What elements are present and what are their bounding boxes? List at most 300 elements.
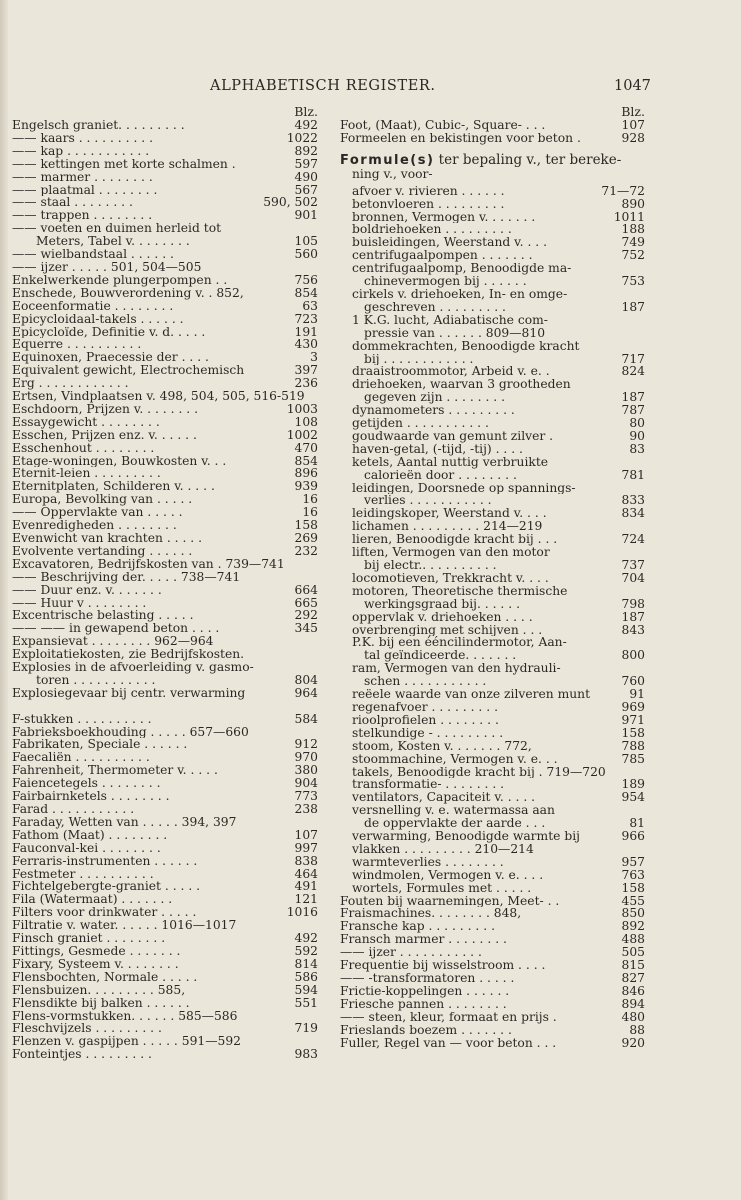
index-entry-page: 983 [294,1047,318,1062]
index-entry [12,855,318,868]
index-entry-page: 966 [621,829,645,844]
index-entry [340,636,645,649]
index-entry-page: 16 [302,492,318,507]
index-entry [12,158,318,171]
index-entry-page: 584 [294,711,318,726]
index-entry-term: Explosies in de afvoerleiding v. gasmo- [12,661,254,674]
index-entry-page: 455 [621,893,645,908]
index-entry-term: warmteverlies . . . . . . . . [352,855,504,869]
index-entry-term: Evenredigheden . . . . . . . . [12,519,177,532]
index-entry-page: 970 [294,750,318,765]
index-entry-term: Engelsch graniet. . . . . . . . . [12,119,185,132]
index-entry-page: 16 [302,505,318,520]
index-entry-term: de oppervlakte der aarde . . . [364,817,546,831]
index-entry [12,416,318,429]
index-entry-term: Fittings, Gesmede . . . . . . . [12,944,181,958]
index-entry-page: 1003 [286,401,318,416]
index-entry-term: Flens-vormstukken. . . . . . 585—586 [12,1009,238,1023]
index-entry [12,261,318,274]
index-entry [12,1048,318,1061]
index-entry [12,480,318,493]
index-entry-page: 491 [294,879,318,894]
index-entry [12,558,318,571]
index-entry-page: 843 [621,622,645,637]
index-entry-term: P.K. bij een ééncilindermotor, Aan- [352,636,567,650]
index-entry-term: overbrenging met schijven . . . [352,623,543,637]
index-entry [12,532,318,545]
index-entry-term: Fraismachines. . . . . . . . 848, [340,907,522,921]
index-entry [340,882,645,895]
index-entry-page: 71—72 [601,183,645,198]
index-entry-term: —— trappen . . . . . . . . [12,209,153,223]
index-entry-term: Fila (Watermaat) . . . . . . . [12,893,173,907]
formule-heading-rest: ter bepaling v., ter bereke- [434,151,622,168]
index-entry [12,506,318,519]
index-entry [340,675,645,688]
index-entry-term: transformatie- . . . . . . . . [352,778,505,792]
index-entry [340,701,645,714]
index-entry-page: 850 [621,906,645,921]
index-entry-term: Excavatoren, Bedrijfskosten van . 739—741 [12,557,285,571]
index-entry [340,817,645,830]
index-entry-term: Eternit-leien . . . . . . . . . [12,467,161,481]
index-entry-page: 804 [294,672,318,687]
index-entry-term: locomotieven, Trekkracht v. . . . [352,571,549,585]
index-entry [340,778,645,791]
index-entry-page: 560 [294,247,318,262]
index-entry-term: Festmeter . . . . . . . . . . [12,867,154,881]
index-entry-page: 854 [294,285,318,300]
index-entry-page: 717 [621,351,645,366]
index-entry-term: afvoer v. rivieren . . . . . . [352,184,505,198]
index-entry-page: 158 [621,725,645,740]
index-entry-page: 397 [294,363,318,378]
index-entry-term: Expansievat . . . . . . . . 962—964 [12,635,214,649]
index-entry-page: 964 [294,685,318,700]
index-entry-page: 912 [294,737,318,752]
index-entry [12,738,318,751]
index-entry-page: 107 [294,827,318,842]
index-entry-page: 788 [621,738,645,753]
index-entry-term: wortels, Formules met . . . . . [352,881,532,895]
index-entry-term: versnelling v. e. watermassa aan [352,804,555,818]
index-entry-term: Frictie-koppelingen . . . . . . [340,984,510,998]
page-number: 1047 [614,78,651,94]
index-entry-term: —— —— in gewapend beton . . . . [12,622,220,636]
index-entry-term: toren . . . . . . . . . . . [36,673,156,687]
index-entry-page: 189 [621,777,645,792]
index-entry-term: Filtratie v. water. . . . . . 1016—1017 [12,919,237,933]
index-entry-term: Farad . . . . . . . . . . . [12,803,135,816]
index-entry-term: oppervlak v. driehoeken . . . . [352,610,533,624]
index-entry-page: 760 [621,674,645,689]
index-entry [12,880,318,893]
index-entry-page: 1016 [286,905,318,920]
index-entry-term: motoren, Theoretische thermische [352,584,568,598]
index-entry [340,843,645,856]
formule-section-heading [340,153,645,168]
index-entry [12,429,318,442]
index-entry [340,688,645,701]
index-entry-page: 91 [629,687,645,702]
index-entry-term: Meters, Tabel v. . . . . . . . [36,235,190,249]
index-entry-term: —— wielbandstaal . . . . . . [12,248,174,261]
index-entry-term: Europa, Bevolking van . . . . . [12,493,193,507]
index-entry [340,288,645,301]
index-entry-term: Flenzen v. gaspijpen . . . . . 591—592 [12,1035,241,1049]
index-entry [340,662,645,675]
index-entry-term: driehoeken, waarvan 3 grootheden [352,378,571,392]
index-entry [340,546,645,559]
index-entry-page: 81 [629,816,645,831]
index-entry-page: 753 [621,274,645,289]
index-entry-term: Fonteintjes . . . . . . . . . [12,1048,152,1062]
index-entry-page: 590, 502 [263,195,318,210]
index-entry-page: 892 [294,143,318,158]
index-entry-page: 592 [294,943,318,958]
index-entry-page: 88 [629,1022,645,1037]
index-entry-term: —— Huur v . . . . . . . . [12,596,147,610]
index-entry-page: 3 [310,350,318,365]
index-entry-page: 971 [621,712,645,727]
index-entry-term: —— steen, kleur, formaat en prijs . [340,1010,557,1024]
index-entry [340,185,645,198]
index-entry-page: 90 [629,428,645,443]
index-entry-term: 1 K.G. lucht, Adiabatische com- [352,313,548,327]
index-entry [340,933,645,946]
index-entry-page: 969 [621,699,645,714]
index-entry [340,314,645,327]
index-entry-term: cirkels v. driehoeken, In- en omge- [352,287,568,301]
index-entry-term: Fathom (Maat) . . . . . . . . [12,828,168,842]
index-entry-term: Flensbochten, Normale . . . . . [12,970,198,984]
index-entry-page: 187 [621,390,645,405]
index-entry-term: Enschede, Bouwverordening v. . 852, [12,286,244,300]
index-entry-page: 187 [621,609,645,624]
index-entry-page: 430 [294,337,318,352]
index-entry-page: 824 [621,364,645,379]
index-entry-term: —— kaars . . . . . . . . . . [12,131,153,145]
index-entry-page: 80 [629,416,645,431]
index-entry-page: 781 [621,467,645,482]
index-entry-term: Foot, (Maat), Cubic-, Square- . . . [340,119,546,132]
index-entry [12,1035,318,1048]
index-entry-term: bronnen, Vermogen v. . . . . . . [352,210,536,224]
index-entry-term: ram, Vermogen van den hydrauli- [352,662,561,676]
index-entry [340,365,645,378]
index-entry-page: 894 [621,996,645,1011]
index-entry [340,223,645,236]
index-entry [12,661,318,674]
index-entry-term: draaistroommotor, Arbeid v. e. . [352,365,550,379]
index-entry [340,327,645,340]
index-entry [12,171,318,184]
index-entry [340,907,645,920]
index-entry-page: 505 [621,945,645,960]
index-entry-page: 749 [621,235,645,250]
index-entry-page: 665 [294,595,318,610]
index-entry-page: 939 [294,479,318,494]
index-entry-term: —— ijzer . . . . . 501, 504—505 [12,260,202,274]
index-entry [340,353,645,366]
right-entry-list [340,185,645,1050]
index-entry [12,816,318,829]
index-entry-page: 785 [621,751,645,766]
index-entry [340,895,645,908]
index-entry-page: 954 [621,790,645,805]
index-entry [340,1037,645,1050]
index-entry [340,417,645,430]
formule-heading-bold: Formule(s) [340,152,435,168]
index-entry-term: dynamometers . . . . . . . . . [352,404,515,418]
index-entry-term: Fransche kap . . . . . . . . . [340,920,495,934]
index-entry-term: Flensbuizen. . . . . . . . . 585, [12,983,186,997]
index-entry-term: stoom, Kosten v. . . . . . . 772, [352,739,532,753]
index-entry [12,984,318,997]
index-entry-term: Equinoxen, Praecessie der . . . . [12,351,209,365]
index-entry [12,326,318,339]
index-entry [12,829,318,842]
page-header [0,78,741,98]
index-entry-term: leidingskoper, Weerstand v. . . . [352,507,547,521]
index-entry-page: 464 [294,866,318,881]
index-entry-page: 187 [621,299,645,314]
index-entry-page: 814 [294,956,318,971]
index-entry [12,377,318,390]
index-entry-term: werkingsgraad bij. . . . . . [364,597,520,611]
index-entry [12,687,318,700]
index-entry-term: —— ijzer . . . . . . . . . . . [340,946,482,960]
index-entry [12,919,318,932]
index-entry-term: Equerre . . . . . . . . . . [12,338,142,352]
index-entry [340,959,645,972]
index-entry-term: buisleidingen, Weerstand v. . . . [352,236,547,250]
index-entry-term: Frequentie bij wisselstroom . . . . [340,959,546,972]
index-entry [340,507,645,520]
index-entry [12,1022,318,1035]
index-entry-term: haven-getal, (-tijd, -tij) . . . . [352,442,523,456]
index-entry-term: Explosiegevaar bij centr. verwarming [12,686,246,700]
index-entry-page: 834 [621,506,645,521]
index-entry-page: 597 [294,156,318,171]
index-entry-term: Finsch graniet . . . . . . . . [12,932,166,945]
index-entry [12,351,318,364]
index-entry-page: 238 [294,802,318,817]
index-entry-term: calorieën door . . . . . . . . [364,468,517,482]
index-entry [12,442,318,455]
index-entry [340,456,645,469]
index-entry-term: Friesche pannen . . . . . . . . [340,997,507,1011]
index-entry-page: 724 [621,532,645,547]
index-entry-term: Fransch marmer . . . . . . . . [340,933,507,947]
index-entry [340,119,645,132]
index-entry-term: —— voeten en duimen herleid tot [12,222,222,236]
index-entry [340,469,645,482]
index-entry-term: —— kap . . . . . . . . . . . [12,144,150,158]
index-entry [12,893,318,906]
index-entry [340,740,645,753]
index-entry-page: 470 [294,440,318,455]
index-entry-term: Esschen, Prijzen enz. v. . . . . . [12,428,197,442]
index-entry [12,584,318,597]
index-entry-page: 773 [294,789,318,804]
index-entry-page: 1002 [286,427,318,442]
index-entry-term: ketels, Aantal nuttig verbruikte [352,455,549,469]
formule-heading-continuation: ning v., voor- [352,166,433,181]
index-entry [12,609,318,622]
index-entry [340,494,645,507]
index-entry-page: 892 [621,919,645,934]
index-entry-page: 191 [294,324,318,339]
index-entry-term: dommekrachten, Benoodigde kracht [352,339,580,353]
index-entry [340,649,645,662]
index-entry-page: 83 [629,441,645,456]
index-entry [12,790,318,803]
index-entry-page: 490 [294,169,318,184]
blz-column-label: Blz. [294,104,318,119]
index-entry-page: 63 [302,298,318,313]
index-entry-term: centrifugaalpomp, Benoodigde ma- [352,262,572,276]
index-entry [12,493,318,506]
page-binding-edge [0,0,8,1200]
index-entry-page: 737 [621,558,645,572]
index-entry-term: Fabrikaten, Speciale . . . . . . [12,738,188,752]
index-entry-term: Frieslands boezem . . . . . . . [340,1023,512,1037]
index-entry [340,946,645,959]
index-entry [340,301,645,314]
index-entry-term: Epicycloïde, Definitie v. d. . . . . [12,325,206,339]
index-entry-page: 928 [621,130,645,145]
index-entry [340,766,645,779]
index-entry-term: bij . . . . . . . . . . . . [364,352,474,366]
index-entry-term: —— Duur enz. v. . . . . . . [12,583,162,597]
index-entry-term: liften, Vermogen van den motor [352,546,550,559]
index-entry [12,390,318,403]
index-entry-page: 763 [621,867,645,882]
index-entry-term: Flensdikte bij balken . . . . . . [12,996,190,1010]
index-entry [12,803,318,816]
index-entry [12,622,318,635]
index-entry [12,700,318,713]
index-entry [340,262,645,275]
index-entry-term: stelkundige - . . . . . . . . . [352,726,504,740]
index-entry [12,145,318,158]
index-entry [340,391,645,404]
index-entry [340,236,645,249]
index-entry [340,972,645,985]
index-entry [12,248,318,261]
index-entry-page: 269 [294,531,318,545]
index-entry [12,313,318,326]
index-entry [340,920,645,933]
index-entry-term: schen . . . . . . . . . . . [364,675,487,689]
index-entry-term: geschreven . . . . . . . . . [364,300,506,314]
index-entry-term: pressie van . . . . . . 809—810 [364,326,546,340]
index-entry-term: Ertsen, Vindplaatsen v. 498, 504, 505, 516-519 [12,390,305,403]
index-entry [12,906,318,919]
index-entry [12,751,318,764]
index-entry-term: leidingen, Doorsnede op spannings- [352,481,576,495]
index-entry [12,545,318,558]
index-entry-page: 158 [294,518,318,533]
index-entry [12,519,318,532]
index-entry-term: F-stukken . . . . . . . . . . [12,712,152,726]
index-entry-page: 1011 [613,209,645,224]
index-entry [12,971,318,984]
index-entry-page: 594 [294,982,318,997]
index-entry [12,455,318,468]
index-entry [12,648,318,661]
index-entry-page: 815 [621,958,645,973]
index-entry-page: 492 [294,118,318,132]
index-entry [340,572,645,585]
index-entry [340,275,645,288]
index-entry [340,624,645,637]
index-entry-page: 107 [621,118,645,132]
index-entry-page: 108 [294,414,318,429]
index-entry-term: rioolprofielen . . . . . . . . [352,713,499,727]
index-entry [340,520,645,533]
index-entry [12,842,318,855]
index-entry [12,597,318,610]
index-entry-term: Exploitatiekosten, zie Bedrijfskosten. [12,648,245,662]
index-entry [12,1010,318,1023]
index-entry [12,132,318,145]
index-entry [12,635,318,648]
index-entry [12,338,318,351]
index-entry-page: 158 [621,880,645,895]
index-entry [12,364,318,377]
index-entry [340,1024,645,1037]
index-entry-page: 901 [294,208,318,223]
index-entry [12,300,318,313]
index-entry-page: 752 [621,248,645,263]
index-entry-term: Fauconval-kei . . . . . . . . [12,841,161,855]
index-entry [340,856,645,869]
index-entry-page: 567 [294,182,318,197]
index-entry [340,714,645,727]
index-entry [12,932,318,945]
index-entry [340,998,645,1011]
index-entry [12,571,318,584]
index-entry-term: —— marmer . . . . . . . . [12,170,153,184]
index-entry [340,198,645,211]
index-entry-page: 800 [621,648,645,663]
index-entry-page: 236 [294,376,318,391]
index-entry-term: Eternitplaten, Schilderen v. . . . . [12,480,215,494]
index-entry-term: Evolvente vertanding . . . . . . [12,544,193,558]
index-entry-page: 492 [294,931,318,946]
index-entry [12,274,318,287]
index-entry-term: boldriehoeken . . . . . . . . . [352,223,512,237]
index-entry [12,726,318,739]
index-entry [12,764,318,777]
index-entry-term: goudwaarde van gemunt zilver . [352,429,554,443]
index-entry [340,211,645,224]
index-entry-term: —— kettingen met korte schalmen . [12,157,236,171]
index-entry-page: 105 [294,234,318,249]
index-entry [340,753,645,766]
index-entry-page: 798 [621,596,645,611]
index-entry-term: gegeven zijn . . . . . . . . [364,391,506,405]
index-entry-term: Ferraris-instrumenten . . . . . . [12,854,198,868]
index-entry [340,404,645,417]
index-entry-term: Fairbairnketels . . . . . . . . [12,790,170,804]
index-entry [12,674,318,687]
index-entry [12,119,318,132]
index-entry-term: Formeelen en bekistingen voor beton . [340,131,581,145]
index-entry-term: —— Beschrijving der. . . . . 738—741 [12,570,241,584]
